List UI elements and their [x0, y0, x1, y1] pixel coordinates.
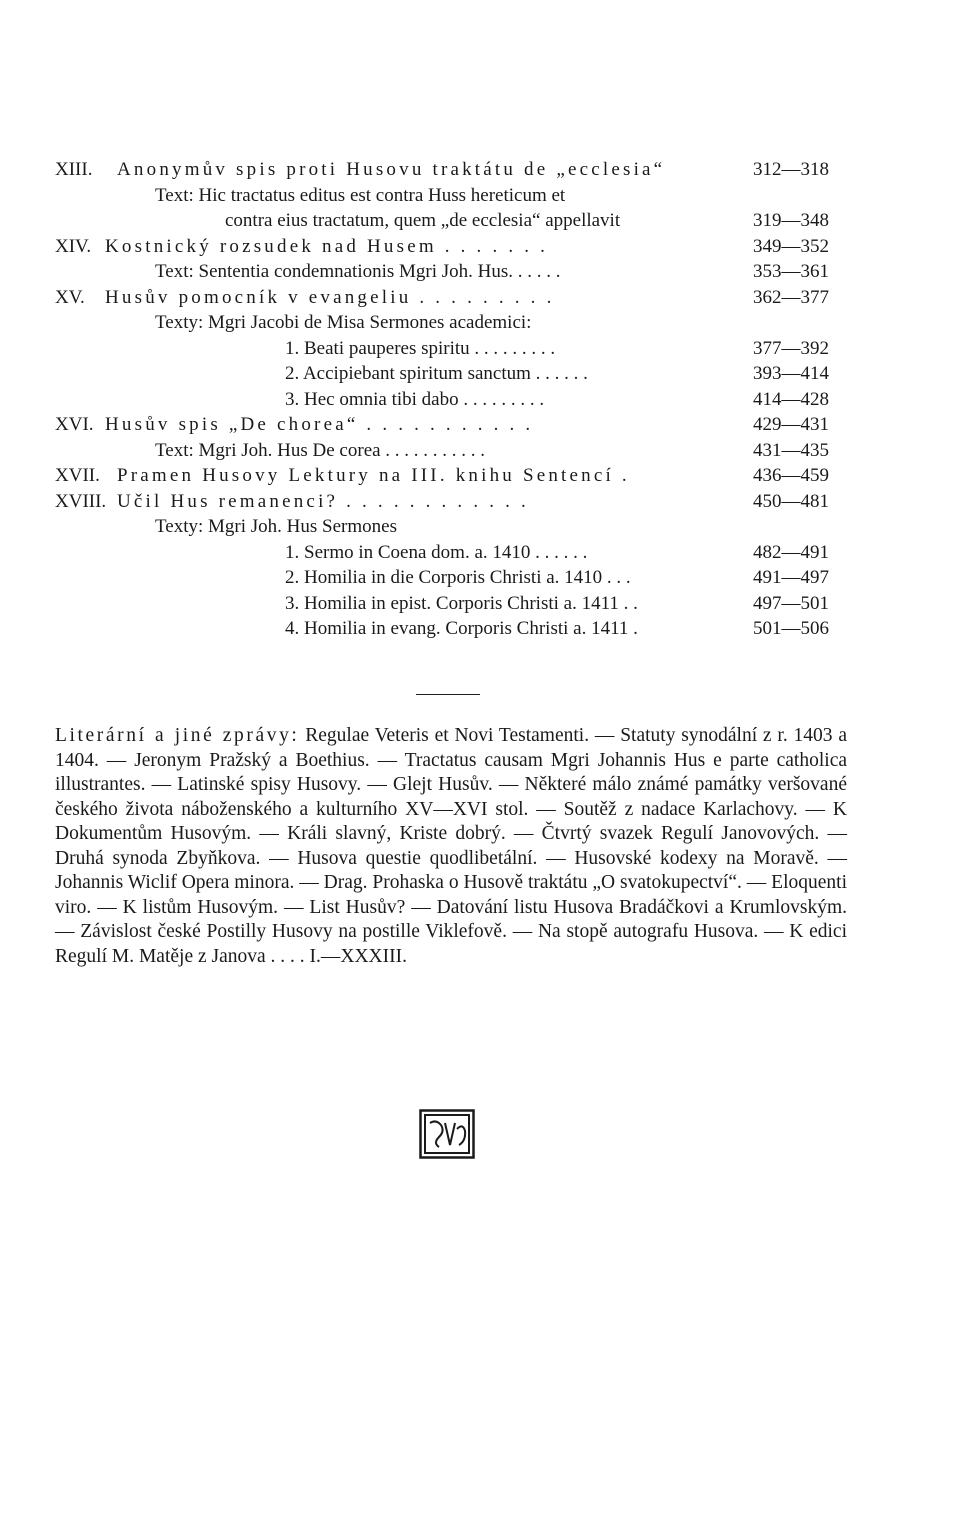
toc-chapter-number: XVI. [55, 414, 94, 435]
toc-page-range: 353—361 [753, 261, 829, 282]
toc-page-range: 482—491 [753, 541, 829, 563]
toc-entry-title: Husův pomocník v evangeliu . . . . . . . . . [105, 286, 555, 308]
toc-page-range: 377—392 [753, 337, 829, 359]
toc-row [55, 387, 845, 413]
toc-page-range: 429—431 [753, 414, 829, 435]
toc-entry-title: Kostnický rozsudek nad Husem . . . . . . . [105, 235, 549, 257]
toc-row [55, 514, 845, 540]
toc-page-range: 312—318 [753, 159, 829, 180]
publisher-monogram-icon [419, 1109, 475, 1159]
toc-entry-title: contra eius tractatum, quem „de ecclesia“ appellavit [225, 210, 621, 231]
toc-entry-title: Učil Hus remanenci? . . . . . . . . . . . . [117, 490, 529, 512]
toc-row [55, 208, 845, 234]
toc-page-range: 501—506 [753, 618, 829, 639]
table-of-contents [55, 157, 845, 642]
toc-row [55, 463, 845, 489]
toc-page-range: 319—348 [753, 210, 829, 231]
toc-entry-title: Text: Sententia condemnationis Mgri Joh. Hus. . . . . . [155, 261, 561, 282]
literary-news-paragraph [55, 724, 847, 969]
news-body: Regulae Veteris et Novi Testamenti. — Statuty synodální z r. 1403 a 1404. — Jeronym Pražský a Boethius. — Tractatus causam Mgri Johannis Hus e parte catholica illustrantes. — Latinské spisy Husovy. — Glejt Husův. — Některé málo známé památky veršované českého života náboženského a kulturního XV—XVI stol. — Soutěž z nadace Karlachovy. — K Dokumentům Husovým. — Králi slavný, Kriste dobrý. — Čtvrtý svazek Regulí Janovových. — Druhá synoda Zbyňkova. — Husova questie quodlibetální. — Husovské kodexy na Moravě. — Johannis Wiclif Opera minora. — Drag. Prohaska o Husově traktátu „O svatokupectví“. — Eloquenti viro. — K listům Husovým. — List Husův? — Datování listu Husova Bradáčkovi a Krumlovským. — Závislost české Postilly Husovy na postille Viklefově. — Na stopě autografu Husova. — K edici Regulí M. Matěje z Janova . . . . I.—XXXIII. [55, 725, 847, 967]
toc-entry-title: Text: Hic tractatus editus est contra Huss hereticum et [155, 184, 566, 206]
toc-entry-title: 3. Hec omnia tibi dabo . . . . . . . . . [285, 388, 545, 410]
toc-page-range: 362—377 [753, 286, 829, 308]
toc-chapter-number: XVIII. [55, 490, 107, 512]
toc-page-range: 497—501 [753, 592, 829, 614]
toc-chapter-number: XV. [55, 286, 85, 308]
toc-row [55, 336, 845, 362]
section-divider [416, 694, 480, 695]
toc-row [55, 412, 845, 438]
toc-row [55, 361, 845, 387]
toc-row [55, 591, 845, 617]
toc-page-range: 450—481 [753, 490, 829, 512]
toc-page-range: 414—428 [753, 388, 829, 410]
toc-row [55, 183, 845, 209]
toc-page-range: 491—497 [753, 567, 829, 588]
toc-row [55, 310, 845, 336]
toc-chapter-number: XIII. [55, 159, 93, 180]
toc-entry-title: Husův spis „De chorea“ . . . . . . . . . . . [105, 414, 534, 435]
toc-entry-title: 4. Homilia in evang. Corporis Christi a. 1411 . [285, 618, 638, 639]
toc-page-range: 436—459 [753, 465, 829, 486]
toc-row [55, 438, 845, 464]
toc-page-range: 431—435 [753, 439, 829, 461]
toc-entry-title: Pramen Husovy Lektury na III. knihu Sentencí . [117, 465, 630, 486]
toc-row [55, 616, 845, 642]
toc-row [55, 285, 845, 311]
toc-chapter-number: XIV. [55, 235, 92, 257]
news-lead: Literární a jiné zprávy: [55, 725, 300, 746]
toc-entry-title: 2. Accipiebant spiritum sanctum . . . . . . [285, 363, 588, 384]
toc-entry-title: 1. Sermo in Coena dom. a. 1410 . . . . . . [285, 541, 588, 563]
toc-chapter-number: XVII. [55, 465, 100, 486]
toc-entry-title: Texty: Mgri Jacobi de Misa Sermones academici: [155, 312, 532, 333]
toc-row [55, 259, 845, 285]
toc-entry-title: Anonymův spis proti Husovu traktátu de „ecclesia“ [117, 159, 666, 180]
toc-entry-title: 1. Beati pauperes spiritu . . . . . . . . . [285, 337, 556, 359]
toc-entry-title: 3. Homilia in epist. Corporis Christi a. 1411 . . [285, 592, 638, 614]
toc-row [55, 489, 845, 515]
toc-row [55, 540, 845, 566]
toc-page-range: 349—352 [753, 235, 829, 257]
toc-entry-title: 2. Homilia in die Corporis Christi a. 1410 . . . [285, 567, 631, 588]
toc-entry-title: Text: Mgri Joh. Hus De corea . . . . . . . . . . . [155, 439, 486, 461]
toc-page-range: 393—414 [753, 363, 829, 384]
toc-row [55, 157, 845, 183]
toc-row [55, 234, 845, 260]
toc-row [55, 565, 845, 591]
toc-entry-title: Texty: Mgri Joh. Hus Sermones [155, 516, 397, 537]
